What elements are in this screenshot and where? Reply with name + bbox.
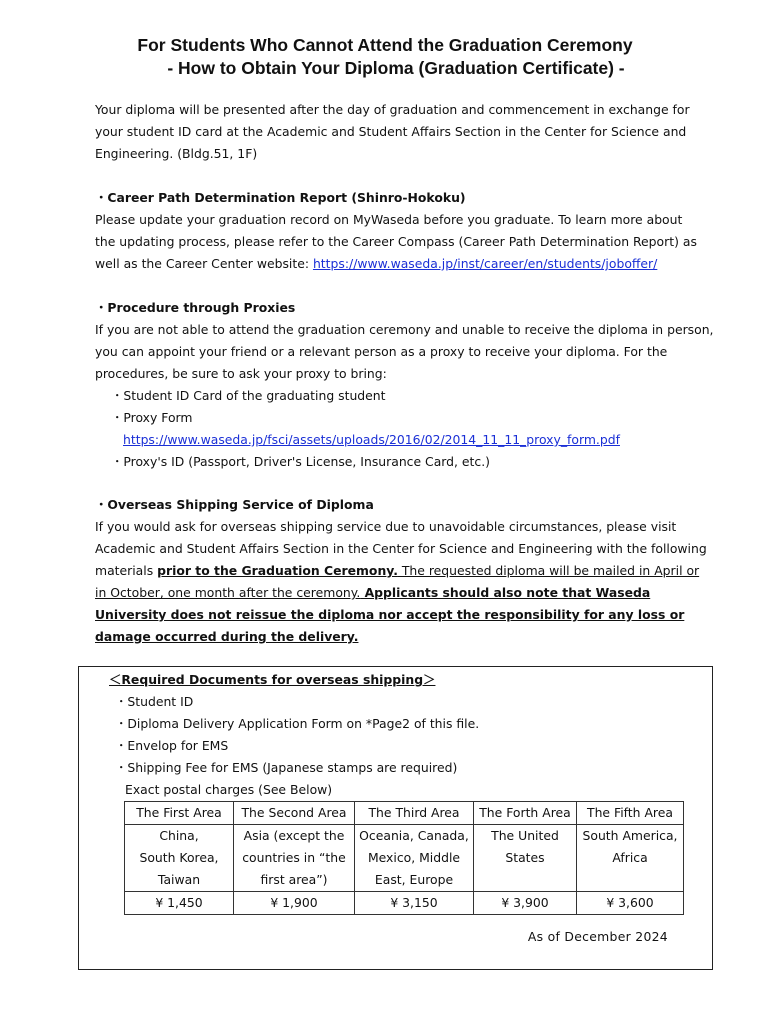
region-cell xyxy=(125,825,234,892)
region-cell xyxy=(355,825,474,892)
career-line: Please update your graduation record on MyWaseda before you graduate. To learn more about xyxy=(95,212,683,227)
document-title xyxy=(0,34,770,80)
overseas-mailing-note-cont: in October, one month after the ceremony. xyxy=(95,585,361,600)
required-item: ・Diploma Delivery Application Form on *Page2 of this file. xyxy=(115,716,480,731)
intro-line: Your diploma will be presented after the day of graduation and commencement in exchange for xyxy=(95,102,690,117)
proxy-item-proxy-id: ・Proxy's ID (Passport, Driver's License, Insurance Card, etc.) xyxy=(111,454,490,469)
region-line: East, Europe xyxy=(374,872,454,887)
region-line: Taiwan xyxy=(157,872,201,887)
table-row-fees xyxy=(125,892,684,915)
intro-paragraph xyxy=(95,99,690,165)
region-cell xyxy=(234,825,355,892)
fee-cell: ¥ 3,600 xyxy=(577,892,684,915)
region-line: Oceania, Canada, xyxy=(359,828,469,843)
title-line-2: - How to Obtain Your Diploma (Graduation Certificate) - xyxy=(167,58,625,78)
region-line: The United xyxy=(491,828,559,843)
table-header-cell: The Third Area xyxy=(355,802,474,825)
required-documents-box xyxy=(78,666,713,970)
proxy-line: procedures, be sure to ask your proxy to bring: xyxy=(95,366,387,381)
overseas-line: If you would ask for overseas shipping service due to unavoidable circumstances, please visit xyxy=(95,519,677,534)
postal-charges-table xyxy=(124,801,684,915)
fee-cell: ¥ 3,900 xyxy=(474,892,577,915)
table-row-regions xyxy=(125,825,684,892)
career-heading: ・Career Path Determination Report (Shinro-Hokoku) xyxy=(95,190,466,205)
proxy-form-link[interactable]: https://www.waseda.jp/fsci/assets/uploads/2016/02/2014_11_11_proxy_form.pdf xyxy=(123,432,620,447)
overseas-line xyxy=(95,582,675,604)
region-line: States xyxy=(505,850,545,865)
table-header-cell: The Second Area xyxy=(234,802,355,825)
required-item: ・Shipping Fee for EMS (Japanese stamps are required) xyxy=(115,760,458,775)
overseas-disclaimer-line: damage occurred during the delivery. xyxy=(95,629,359,644)
proxy-item-student-id: ・Student ID Card of the graduating student xyxy=(111,388,386,403)
region-line: Asia (except the xyxy=(243,828,345,843)
intro-line: your student ID card at the Academic and Student Affairs Section in the Center for Science and xyxy=(95,124,687,139)
region-cell xyxy=(577,825,684,892)
overseas-heading: ・Overseas Shipping Service of Diploma xyxy=(95,497,374,512)
as-of-date: As of December 2024 xyxy=(527,929,668,944)
overseas-line xyxy=(95,560,700,582)
table-header-row xyxy=(125,802,684,825)
required-item: ・Student ID xyxy=(115,694,194,709)
fee-cell: ¥ 3,150 xyxy=(355,892,474,915)
career-line: the updating process, please refer to the Career Compass (Career Path Determination Report) as xyxy=(95,234,697,249)
overseas-mailing-note: The requested diploma will be mailed in April or xyxy=(397,563,700,578)
overseas-deadline: prior to the Graduation Ceremony. xyxy=(157,563,398,578)
required-documents-list xyxy=(109,669,689,801)
proxy-item-proxy-form: ・Proxy Form xyxy=(111,410,193,425)
career-section xyxy=(95,187,697,275)
overseas-line: Academic and Student Affairs Section in the Center for Science and Engineering with the following xyxy=(95,541,707,556)
table-header-cell: The Fifth Area xyxy=(577,802,684,825)
proxy-section xyxy=(95,297,714,473)
career-line xyxy=(95,253,675,275)
region-line: first area”) xyxy=(260,872,328,887)
fee-cell: ¥ 1,450 xyxy=(125,892,234,915)
title-line-1: For Students Who Cannot Attend the Graduation Ceremony xyxy=(137,35,633,55)
region-cell xyxy=(474,825,577,892)
postal-charges-note: Exact postal charges (See Below) xyxy=(125,782,333,797)
region-line: China, xyxy=(159,828,199,843)
proxy-line: you can appoint your friend or a relevant person as a proxy to receive your diploma. For the xyxy=(95,344,668,359)
region-line: Africa xyxy=(612,850,648,865)
overseas-section xyxy=(95,494,707,648)
proxy-line: If you are not able to attend the graduation ceremony and unable to receive the diploma in person, xyxy=(95,322,714,337)
career-center-link[interactable]: https://www.waseda.jp/inst/career/en/students/joboffer/ xyxy=(312,256,658,271)
overseas-disclaimer-line: University does not reissue the diploma nor accept the responsibility for any loss or xyxy=(95,607,685,622)
region-line: South America, xyxy=(582,828,678,843)
proxy-heading: ・Procedure through Proxies xyxy=(95,300,296,315)
overseas-text: materials xyxy=(95,563,158,578)
required-item: ・Envelop for EMS xyxy=(115,738,229,753)
region-line: countries in “the xyxy=(242,850,346,865)
table-header-cell: The Forth Area xyxy=(474,802,577,825)
overseas-disclaimer: Applicants should also note that Waseda xyxy=(360,585,651,600)
career-link-prefix: well as the Career Center website: xyxy=(95,256,313,271)
region-line: Mexico, Middle xyxy=(367,850,461,865)
fee-cell: ¥ 1,900 xyxy=(234,892,355,915)
intro-line: Engineering. (Bldg.51, 1F) xyxy=(95,146,258,161)
required-documents-heading: ＜Required Documents for overseas shipping＞ xyxy=(109,672,436,687)
table-header-cell: The First Area xyxy=(125,802,234,825)
region-line: South Korea, xyxy=(139,850,219,865)
